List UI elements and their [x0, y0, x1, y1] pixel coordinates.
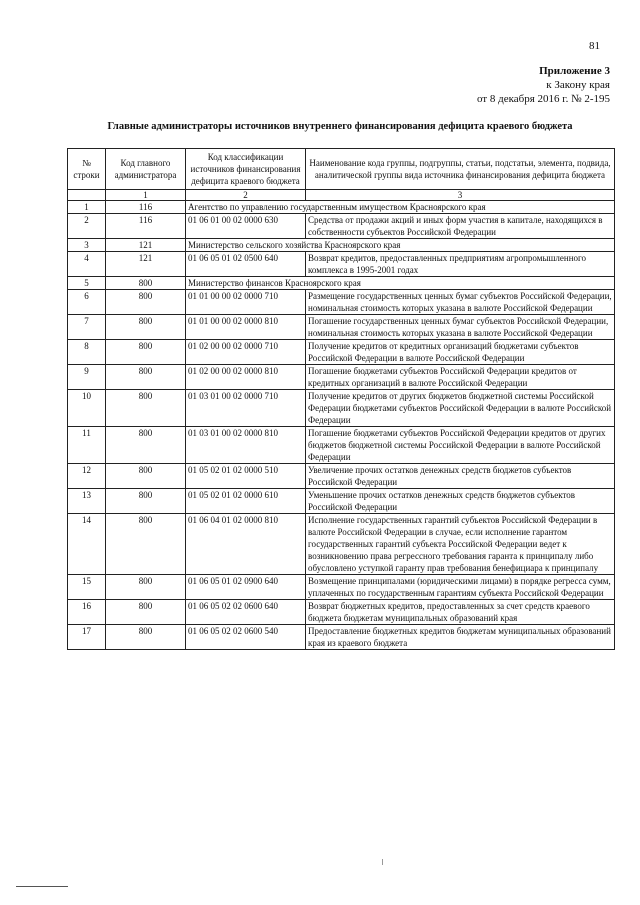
- table-header-row: [68, 149, 615, 190]
- row-number: 4: [68, 252, 106, 277]
- classification-code: 01 02 00 00 02 0000 810: [186, 365, 306, 390]
- row-number: 2: [68, 214, 106, 239]
- row-number: 15: [68, 575, 106, 600]
- admin-code: 116: [106, 214, 186, 239]
- source-name: Увеличение прочих остатков денежных средств бюджетов субъектов Российской Федерации: [306, 464, 615, 489]
- row-number: 1: [68, 201, 106, 214]
- source-name: Погашение государственных ценных бумаг субъектов Российской Федерации, номинальная стоимость которых указана в валюте Российской Федерации: [306, 315, 615, 340]
- source-name: Уменьшение прочих остатков денежных средств бюджетов субъектов Российской Федерации: [306, 489, 615, 514]
- index-cell: 1: [106, 190, 186, 201]
- table-row: [68, 390, 615, 427]
- row-number: 5: [68, 277, 106, 290]
- source-name: Погашение бюджетами субъектов Российской Федерации кредитов от кредитных организаций в валюте Российской Федерации: [306, 365, 615, 390]
- header-classification-code: Код классификации источников финансирования дефицита краевого бюджета: [186, 149, 306, 190]
- index-cell-blank: [68, 190, 106, 201]
- index-cell: 3: [306, 190, 615, 201]
- page-number: 81: [589, 40, 600, 52]
- header-admin-code: Код главного администратора: [106, 149, 186, 190]
- table-row: [68, 340, 615, 365]
- appendix-law: к Закону края: [546, 79, 610, 91]
- table-row: [68, 239, 615, 252]
- admin-code: 800: [106, 575, 186, 600]
- source-name: Средства от продажи акций и иных форм участия в капитале, находящихся в собственности субъектов Российской Федерации: [306, 214, 615, 239]
- appendix-block: [477, 64, 610, 106]
- table-row: [68, 365, 615, 390]
- table-row: [68, 214, 615, 239]
- table-row: [68, 464, 615, 489]
- classification-code: 01 06 05 02 02 0600 640: [186, 600, 306, 625]
- classification-code: 01 06 05 01 02 0500 640: [186, 252, 306, 277]
- admin-code: 800: [106, 625, 186, 650]
- admin-code: 800: [106, 277, 186, 290]
- admin-code: 800: [106, 315, 186, 340]
- classification-code: 01 03 01 00 02 0000 710: [186, 390, 306, 427]
- row-number: 6: [68, 290, 106, 315]
- row-number: 12: [68, 464, 106, 489]
- source-name: Получение кредитов от кредитных организаций бюджетами субъектов Российской Федерации в валюте Российской Федерации: [306, 340, 615, 365]
- administrator-name: Министерство сельского хозяйства Красноярского края: [186, 239, 615, 252]
- row-number: 17: [68, 625, 106, 650]
- appendix-title: Приложение 3: [539, 65, 610, 77]
- row-number: 10: [68, 390, 106, 427]
- source-name: Возврат бюджетных кредитов, предоставленных за счет средств краевого бюджета бюджетам муниципальных образований края: [306, 600, 615, 625]
- admin-code: 800: [106, 365, 186, 390]
- admin-code: 800: [106, 489, 186, 514]
- table-row: [68, 625, 615, 650]
- row-number: 14: [68, 514, 106, 575]
- classification-code: 01 06 01 00 02 0000 630: [186, 214, 306, 239]
- header-row-number: № строки: [68, 149, 106, 190]
- source-name: Размещение государственных ценных бумаг субъектов Российской Федерации, номинальная стоимость которых указана в валюте Российской Федерации: [306, 290, 615, 315]
- source-name: Погашение бюджетами субъектов Российской Федерации кредитов от других бюджетов бюджетной системы Российской Федерации в валюте Российской Федерации: [306, 427, 615, 464]
- appendix-date: от 8 декабря 2016 г. № 2-195: [476, 93, 610, 105]
- admin-code: 800: [106, 464, 186, 489]
- row-number: 9: [68, 365, 106, 390]
- administrator-name: Агентство по управлению государственным имуществом Красноярского края: [186, 201, 615, 214]
- admin-code: 116: [106, 201, 186, 214]
- table-row: [68, 427, 615, 464]
- row-number: 8: [68, 340, 106, 365]
- classification-code: 01 01 00 00 02 0000 810: [186, 315, 306, 340]
- admin-code: 800: [106, 600, 186, 625]
- table-row: [68, 290, 615, 315]
- admin-code: 800: [106, 390, 186, 427]
- admin-code: 121: [106, 252, 186, 277]
- scan-mark: [382, 859, 383, 865]
- admin-code: 800: [106, 340, 186, 365]
- admin-code: 800: [106, 514, 186, 575]
- table-row: [68, 514, 615, 575]
- table-row: [68, 489, 615, 514]
- source-name: Предоставление бюджетных кредитов бюджетам муниципальных образований края из краевого бюджета: [306, 625, 615, 650]
- source-name: Исполнение государственных гарантий субъектов Российской Федерации в валюте Российской Федерации в случае, если исполнение гарантом государственных гарантий субъекта Российской Федерации ведет к возникновению права регрессного требования гаранта к принципалу либо обусловлено уступкой гаранту прав требования бенефициара к принципалу: [306, 514, 615, 575]
- footer-rule: [16, 886, 68, 887]
- source-name: Возврат кредитов, предоставленных предприятиям агропромышленного комплекса в 1995-2001 годах: [306, 252, 615, 277]
- classification-code: 01 03 01 00 02 0000 810: [186, 427, 306, 464]
- classification-code: 01 02 00 00 02 0000 710: [186, 340, 306, 365]
- classification-code: 01 01 00 00 02 0000 710: [186, 290, 306, 315]
- index-cell: 2: [186, 190, 306, 201]
- table-row: [68, 315, 615, 340]
- classification-code: 01 05 02 01 02 0000 510: [186, 464, 306, 489]
- document-title: Главные администраторы источников внутреннего финансирования дефицита краевого бюджета: [107, 121, 573, 132]
- row-number: 3: [68, 239, 106, 252]
- table-row: [68, 201, 615, 214]
- admin-code: 800: [106, 290, 186, 315]
- table-row: [68, 252, 615, 277]
- row-number: 13: [68, 489, 106, 514]
- classification-code: 01 06 04 01 02 0000 810: [186, 514, 306, 575]
- table-row: [68, 277, 615, 290]
- row-number: 16: [68, 600, 106, 625]
- source-name: Получение кредитов от других бюджетов бюджетной системы Российской Федерации бюджетами субъектов Российской Федерации в валюте Российской Федерации: [306, 390, 615, 427]
- administrators-table: [67, 148, 615, 650]
- row-number: 11: [68, 427, 106, 464]
- classification-code: 01 06 05 01 02 0900 640: [186, 575, 306, 600]
- admin-code: 800: [106, 427, 186, 464]
- row-number: 7: [68, 315, 106, 340]
- classification-code: 01 05 02 01 02 0000 610: [186, 489, 306, 514]
- header-name: Наименование кода группы, подгруппы, статьи, подстатьи, элемента, подвида, аналитической группы вида источника финансирования дефицита бюджета: [306, 149, 615, 190]
- classification-code: 01 06 05 02 02 0600 540: [186, 625, 306, 650]
- table-row: [68, 575, 615, 600]
- administrator-name: Министерство финансов Красноярского края: [186, 277, 615, 290]
- table-row: [68, 600, 615, 625]
- table-index-row: [68, 190, 615, 201]
- admin-code: 121: [106, 239, 186, 252]
- source-name: Возмещение принципалами (юридическими лицами) в порядке регресса сумм, уплаченных по государственным гарантиям субъекта Российской Федерации: [306, 575, 615, 600]
